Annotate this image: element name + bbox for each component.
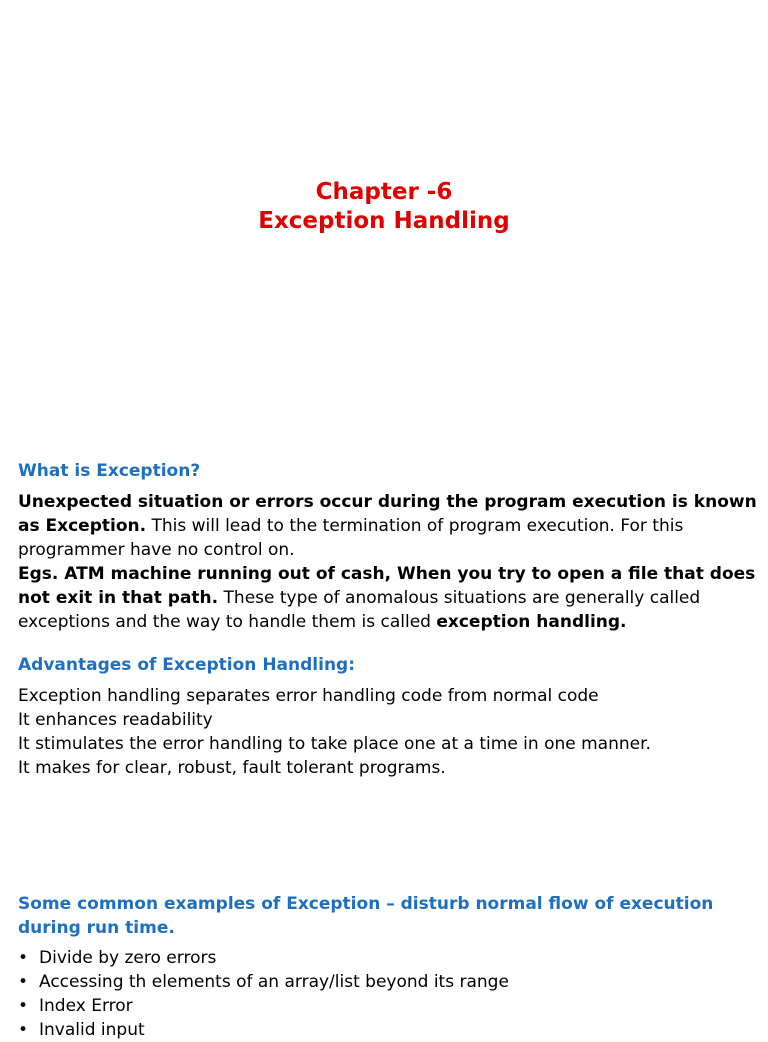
definition-bold-text: Unexpected situation or errors occur during the program execution is known as Exception. — [18, 492, 757, 536]
examples-bold-text: Egs. ATM machine running out of cash, When you try to open a file that does not exit in that path. — [18, 564, 756, 608]
chapter-title — [0, 178, 768, 236]
what-is-exception-heading: What is Exception? — [18, 461, 201, 481]
list-item — [18, 946, 758, 970]
list-item-text: Divide by zero errors — [39, 948, 217, 968]
list-item — [18, 1018, 758, 1042]
exception-handling-term: exception handling. — [436, 612, 627, 632]
definition-text: This will lead to the termination of program execution. For this programmer have no control on. — [18, 516, 684, 560]
advantages-list — [18, 684, 758, 780]
chapter-number: Chapter -6 — [315, 179, 453, 205]
list-item — [18, 970, 758, 994]
chapter-name: Exception Handling — [258, 208, 510, 234]
advantage-line: It stimulates the error handling to take place one at a time in one manner. — [18, 734, 651, 754]
advantage-line: Exception handling separates error handling code from normal code — [18, 686, 599, 706]
list-item-text: Accessing th elements of an array/list beyond its range — [39, 972, 509, 992]
common-examples-heading: Some common examples of Exception – disturb normal flow of execution during run time. — [18, 894, 714, 938]
exception-definition — [18, 490, 758, 634]
examples-bullet-list — [18, 946, 758, 1042]
examples-paragraph — [18, 562, 758, 634]
definition-paragraph — [18, 490, 758, 562]
advantages-heading: Advantages of Exception Handling: — [18, 655, 356, 675]
bullet-icon: • — [18, 948, 29, 968]
list-item — [18, 994, 758, 1018]
list-item-text: Index Error — [39, 996, 133, 1016]
advantage-line: It enhances readability — [18, 710, 213, 730]
bullet-icon: • — [18, 972, 29, 992]
list-item-text: Invalid input — [39, 1020, 145, 1040]
examples-text: These type of anomalous situations are generally called exceptions and the way to handle them is called — [18, 588, 701, 632]
advantage-line: It makes for clear, robust, fault tolerant programs. — [18, 758, 446, 778]
bullet-icon: • — [18, 1020, 29, 1040]
bullet-icon: • — [18, 996, 29, 1016]
